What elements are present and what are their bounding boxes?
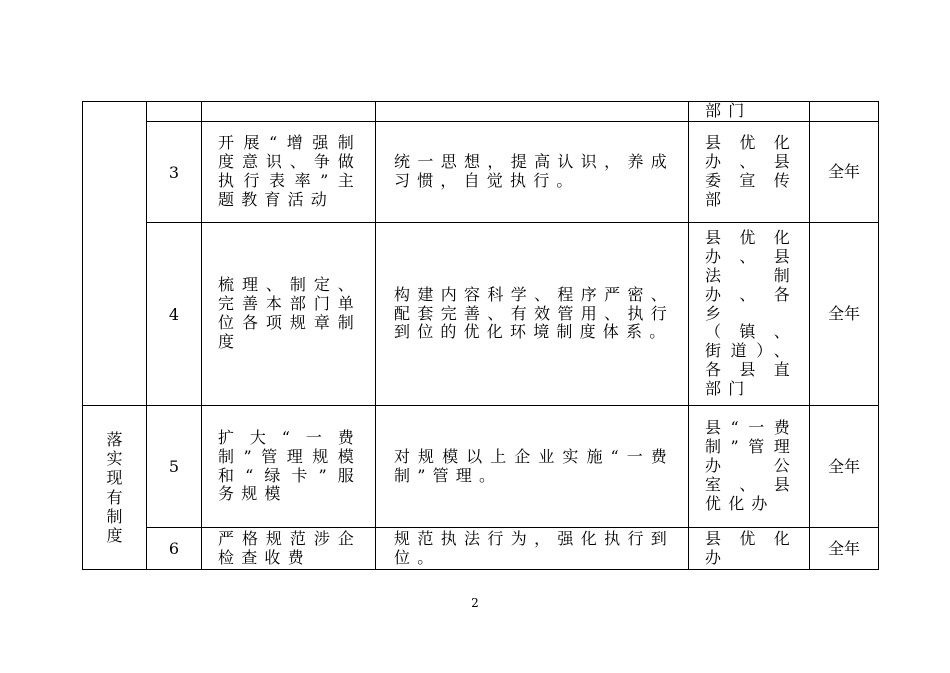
task-item: 扩大“一费制”管理规模和“绿卡”服务规模 <box>202 406 376 528</box>
task-item: 严格规范涉企检查收费 <box>202 528 376 570</box>
time-period: 全年 <box>810 528 879 570</box>
period-cell <box>810 102 879 122</box>
item-cell <box>202 102 376 122</box>
table-row <box>83 122 879 223</box>
category-cell-empty <box>83 102 147 406</box>
row-number: 6 <box>147 528 202 570</box>
row-number: 3 <box>147 122 202 223</box>
time-period: 全年 <box>810 223 879 406</box>
page-number: 2 <box>471 596 479 610</box>
number-cell <box>147 102 202 122</box>
table-row <box>83 528 879 570</box>
row-number: 4 <box>147 223 202 406</box>
responsible-department: 县优化办、县法制办、各乡（镇、街道）、各县直部门 <box>689 223 810 406</box>
category-label: 落实现有制度 <box>106 429 123 545</box>
responsible-department: 县“一费制”管理办公室、县优化办 <box>689 406 810 528</box>
table-row <box>83 102 879 122</box>
task-goal: 对规模以上企业实施“一费制”管理。 <box>376 406 689 528</box>
time-period: 全年 <box>810 406 879 528</box>
department-cell: 部门 <box>689 102 810 122</box>
responsible-department: 县优化办、县委宣传部 <box>689 122 810 223</box>
work-plan-table <box>82 101 879 570</box>
task-item: 开展“增强制度意识、争做执行表率”主题教育活动 <box>202 122 376 223</box>
time-period: 全年 <box>810 122 879 223</box>
category-cell <box>83 406 147 570</box>
table-row <box>83 223 879 406</box>
table-row <box>83 406 879 528</box>
task-goal: 统一思想，提高认识，养成习惯，自觉执行。 <box>376 122 689 223</box>
responsible-department: 县优化办 <box>689 528 810 570</box>
task-goal: 构建内容科学、程序严密、配套完善、有效管用、执行到位的优化环境制度体系。 <box>376 223 689 406</box>
task-goal: 规范执法行为，强化执行到位。 <box>376 528 689 570</box>
row-number: 5 <box>147 406 202 528</box>
task-item: 梳理、制定、完善本部门单位各项规章制度 <box>202 223 376 406</box>
goal-cell <box>376 102 689 122</box>
